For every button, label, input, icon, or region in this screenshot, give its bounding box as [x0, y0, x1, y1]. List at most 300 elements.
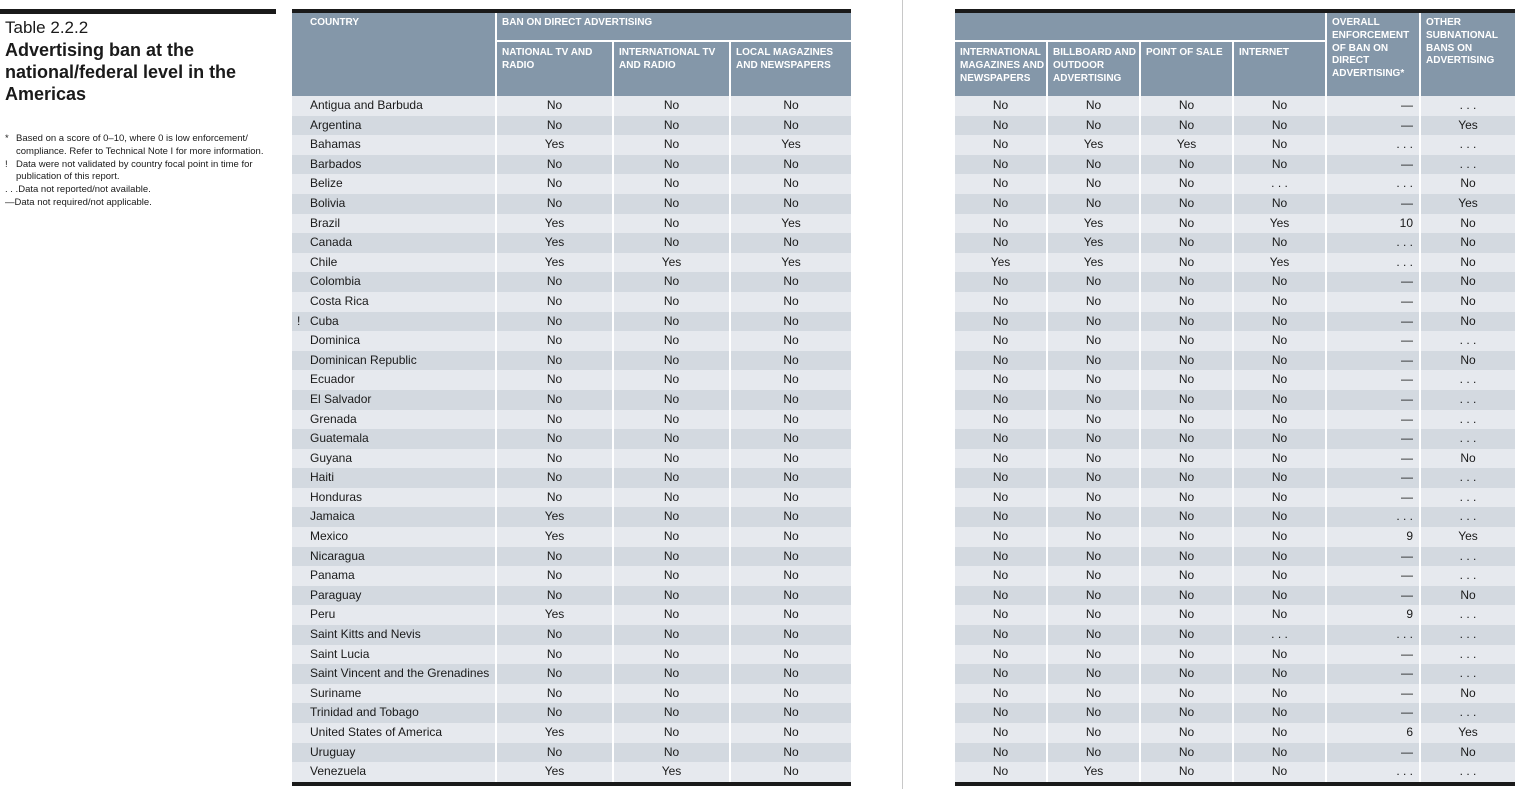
header-subnational-bans: OTHER SUBNATIONAL BANS ON ADVERTISING: [1426, 17, 1498, 67]
table-row: [955, 272, 1515, 292]
cell-national-tv: No: [546, 627, 563, 642]
cell-enforcement: —: [1401, 744, 1413, 759]
cell-country: Antigua and Barbuda: [310, 98, 423, 112]
footnotes: [5, 133, 270, 210]
cell-international-magazines: No: [992, 156, 1009, 171]
page-divider: [902, 0, 903, 789]
table-title: Advertising ban at the national/federal level in the Americas: [5, 40, 237, 104]
footnote-asterisk: [5, 133, 270, 159]
table-row: [955, 449, 1515, 469]
cell-country: Chile: [310, 254, 338, 269]
cell-internet: No: [1271, 725, 1288, 739]
cell-local-magazines: Yes: [781, 137, 801, 152]
table-row: [955, 390, 1515, 410]
table-row: [292, 155, 851, 175]
cell-point-of-sale: No: [1178, 607, 1195, 622]
cell-subnational: Yes: [1458, 117, 1478, 132]
cell-billboard: Yes: [1083, 764, 1104, 779]
cell-international-tv: No: [663, 98, 680, 112]
footnote-text: Data were not validated by country focal point in time for publication of this report.: [16, 158, 253, 183]
footnote-dash: [5, 197, 270, 210]
footnote-text: Data not required/not applicable.: [14, 196, 152, 208]
cell-national-tv: No: [546, 489, 563, 504]
table-header: [292, 13, 851, 96]
cell-point-of-sale: No: [1178, 685, 1195, 700]
table-row: [292, 664, 851, 684]
cell-country: Haiti: [310, 470, 335, 485]
cell-international-tv: No: [663, 725, 680, 739]
cell-point-of-sale: No: [1178, 117, 1195, 132]
header-international-magazines: INTERNATIONAL MAGAZINES AND NEWSPAPERS: [960, 47, 1045, 84]
table-row: [292, 527, 851, 547]
cell-point-of-sale: No: [1178, 587, 1195, 602]
cell-subnational: . . .: [1459, 156, 1477, 171]
cell-local-magazines: No: [783, 470, 799, 485]
cell-internet: No: [1271, 137, 1288, 152]
cell-national-tv: No: [546, 195, 563, 210]
cell-internet: Yes: [1269, 215, 1290, 230]
cell-international-magazines: No: [992, 548, 1009, 563]
cell-subnational: No: [1460, 235, 1476, 250]
cell-subnational: . . .: [1459, 489, 1477, 504]
cell-internet: No: [1271, 195, 1288, 210]
cell-national-tv: Yes: [544, 235, 565, 250]
cell-international-magazines: No: [992, 137, 1009, 152]
cell-internet: No: [1271, 411, 1288, 426]
cell-billboard: No: [1085, 195, 1102, 210]
cell-national-tv: No: [546, 744, 563, 759]
table-header: [955, 13, 1515, 96]
cell-country: Brazil: [310, 215, 341, 230]
cell-country: Saint Vincent and the Grenadines: [310, 666, 490, 681]
cell-local-magazines: No: [783, 117, 799, 132]
cell-country: Honduras: [310, 489, 363, 504]
cell-national-tv: No: [546, 391, 563, 406]
footnote-symbol: . . .: [5, 184, 19, 196]
cell-national-tv: No: [546, 274, 563, 289]
table-row: [292, 410, 851, 430]
cell-point-of-sale: No: [1178, 705, 1195, 720]
cell-enforcement: —: [1401, 372, 1413, 387]
cell-point-of-sale: No: [1178, 470, 1195, 485]
table-row: [955, 605, 1515, 625]
cell-point-of-sale: No: [1178, 176, 1195, 191]
cell-international-tv: No: [663, 411, 680, 426]
header-separator: [1232, 40, 1234, 96]
table-row: [292, 331, 851, 351]
cell-billboard: No: [1085, 274, 1102, 289]
table-row: [292, 547, 851, 567]
right-table-body: [955, 96, 1515, 782]
table-row: [955, 566, 1515, 586]
cell-country: Mexico: [310, 529, 349, 544]
cell-billboard: No: [1085, 293, 1102, 308]
cell-point-of-sale: No: [1178, 764, 1195, 779]
cell-subnational: . . .: [1459, 568, 1477, 583]
cell-point-of-sale: No: [1178, 372, 1195, 387]
table-row: [292, 488, 851, 508]
header-local-magazines: LOCAL MAGAZINES AND NEWSPAPERS: [736, 47, 834, 71]
cell-billboard: No: [1085, 509, 1102, 524]
cell-enforcement: —: [1401, 548, 1413, 563]
cell-point-of-sale: Yes: [1176, 137, 1197, 152]
cell-international-magazines: No: [992, 274, 1009, 289]
cell-billboard: No: [1085, 685, 1102, 700]
cell-enforcement: —: [1401, 156, 1413, 171]
table-row: [955, 351, 1515, 371]
cell-country: Bolivia: [310, 195, 346, 210]
cell-international-magazines: No: [992, 313, 1009, 328]
table-row: [292, 625, 851, 645]
cell-point-of-sale: No: [1178, 450, 1195, 465]
cell-subnational: . . .: [1459, 98, 1477, 112]
cell-international-magazines: No: [992, 744, 1009, 759]
cell-subnational: Yes: [1458, 529, 1478, 544]
cell-subnational: . . .: [1459, 627, 1477, 642]
cell-national-tv: No: [546, 450, 563, 465]
table-row: [292, 762, 851, 782]
table-row: [955, 331, 1515, 351]
cell-international-magazines: No: [992, 293, 1009, 308]
cell-subnational: . . .: [1459, 372, 1477, 387]
cell-subnational: No: [1460, 587, 1476, 602]
table-row: [955, 135, 1515, 155]
cell-country: Argentina: [310, 117, 362, 132]
cell-enforcement: . . .: [1396, 137, 1413, 152]
cell-international-tv: No: [663, 627, 680, 642]
table-row: [292, 645, 851, 665]
cell-international-tv: No: [663, 450, 680, 465]
cell-international-magazines: No: [992, 333, 1009, 348]
header-separator: [495, 13, 497, 96]
cell-enforcement: —: [1401, 646, 1413, 661]
table-row: [955, 664, 1515, 684]
cell-local-magazines: No: [783, 333, 799, 348]
cell-internet: No: [1271, 235, 1288, 250]
cell-national-tv: Yes: [544, 725, 565, 739]
cell-enforcement: 6: [1406, 725, 1413, 739]
cell-billboard: No: [1085, 156, 1102, 171]
cell-national-tv: Yes: [544, 254, 565, 269]
header-overall-enforcement: OVERALL ENFORCEMENT OF BAN ON DIRECT ADVERTISING*: [1332, 17, 1410, 80]
cell-international-tv: No: [663, 685, 680, 700]
cell-international-magazines: No: [992, 646, 1009, 661]
cell-subnational: . . .: [1459, 509, 1477, 524]
cell-international-magazines: Yes: [990, 254, 1011, 269]
cell-point-of-sale: No: [1178, 156, 1195, 171]
cell-point-of-sale: No: [1178, 411, 1195, 426]
table-row: [292, 116, 851, 136]
table-row: [292, 214, 851, 234]
cell-point-of-sale: No: [1178, 509, 1195, 524]
cell-internet: No: [1271, 352, 1288, 367]
cell-local-magazines: No: [783, 352, 799, 367]
cell-country: Belize: [310, 176, 343, 191]
cell-enforcement: —: [1401, 587, 1413, 602]
table-row: [292, 351, 851, 371]
cell-international-magazines: No: [992, 509, 1009, 524]
cell-local-magazines: No: [783, 313, 799, 328]
cell-enforcement: —: [1401, 666, 1413, 681]
cell-internet: No: [1271, 587, 1288, 602]
cell-country: Canada: [310, 235, 353, 250]
table-row: [292, 390, 851, 410]
cell-international-tv: No: [663, 372, 680, 387]
cell-international-magazines: No: [992, 666, 1009, 681]
cell-international-tv: No: [663, 352, 680, 367]
cell-international-tv: No: [663, 646, 680, 661]
cell-international-tv: No: [663, 137, 680, 152]
cell-internet: No: [1271, 529, 1288, 544]
table-row: [955, 214, 1515, 234]
cell-billboard: No: [1085, 646, 1102, 661]
cell-international-tv: No: [663, 176, 680, 191]
cell-point-of-sale: No: [1178, 274, 1195, 289]
table-row: [292, 292, 851, 312]
cell-national-tv: Yes: [544, 607, 565, 622]
header-point-of-sale: POINT OF SALE: [1146, 47, 1223, 58]
table-row: [292, 586, 851, 606]
table-row: [955, 312, 1515, 332]
cell-international-magazines: No: [992, 352, 1009, 367]
cell-local-magazines: No: [783, 372, 799, 387]
table-row: [955, 684, 1515, 704]
cell-international-tv: No: [663, 235, 680, 250]
table-row: [955, 488, 1515, 508]
cell-international-tv: No: [663, 215, 680, 230]
cell-international-magazines: No: [992, 470, 1009, 485]
cell-country: Bahamas: [310, 137, 361, 152]
cell-billboard: No: [1085, 411, 1102, 426]
cell-point-of-sale: No: [1178, 391, 1195, 406]
cell-country: Nicaragua: [310, 548, 365, 563]
cell-enforcement: —: [1401, 431, 1413, 446]
cell-point-of-sale: No: [1178, 293, 1195, 308]
cell-point-of-sale: No: [1178, 235, 1195, 250]
table-row: [955, 762, 1515, 782]
cell-internet: No: [1271, 313, 1288, 328]
cell-international-magazines: No: [992, 235, 1009, 250]
table-row: [955, 429, 1515, 449]
cell-country: Peru: [310, 607, 336, 622]
cell-billboard: No: [1085, 431, 1102, 446]
cell-billboard: No: [1085, 607, 1102, 622]
cell-billboard: Yes: [1083, 215, 1104, 230]
cell-enforcement: . . .: [1396, 509, 1413, 524]
cell-billboard: No: [1085, 470, 1102, 485]
cell-internet: No: [1271, 705, 1288, 720]
cell-international-magazines: No: [992, 607, 1009, 622]
cell-enforcement: . . .: [1396, 254, 1413, 269]
cell-national-tv: No: [546, 333, 563, 348]
cell-internet: . . .: [1271, 627, 1288, 642]
cell-local-magazines: No: [783, 568, 799, 583]
cell-subnational: Yes: [1458, 725, 1478, 739]
cell-point-of-sale: No: [1178, 254, 1195, 269]
header-separator: [1325, 13, 1327, 96]
cell-country: Paraguay: [310, 587, 362, 602]
table-row: [292, 723, 851, 743]
cell-international-tv: No: [663, 431, 680, 446]
cell-country: United States of America: [310, 725, 443, 739]
cell-billboard: No: [1085, 450, 1102, 465]
cell-billboard: No: [1085, 391, 1102, 406]
cell-billboard: No: [1085, 666, 1102, 681]
cell-international-magazines: No: [992, 764, 1009, 779]
header-internet: INTERNET: [1239, 47, 1289, 58]
cell-international-tv: No: [663, 607, 680, 622]
table-row: [292, 253, 851, 273]
header-separator: [1139, 40, 1141, 96]
cell-international-tv: No: [663, 587, 680, 602]
cell-internet: No: [1271, 489, 1288, 504]
cell-international-tv: No: [663, 705, 680, 720]
cell-country: Uruguay: [310, 744, 356, 759]
cell-billboard: No: [1085, 313, 1102, 328]
cell-billboard: Yes: [1083, 235, 1104, 250]
table-row: [292, 174, 851, 194]
cell-subnational: . . .: [1459, 431, 1477, 446]
cell-international-magazines: No: [992, 568, 1009, 583]
cell-point-of-sale: No: [1178, 333, 1195, 348]
cell-enforcement: —: [1401, 391, 1413, 406]
cell-local-magazines: No: [783, 293, 799, 308]
cell-billboard: No: [1085, 98, 1102, 112]
table-row: [292, 312, 851, 332]
cell-local-magazines: No: [783, 529, 799, 544]
cell-local-magazines: No: [783, 489, 799, 504]
cell-local-magazines: No: [783, 725, 799, 739]
cell-subnational: No: [1460, 215, 1476, 230]
cell-local-magazines: No: [783, 411, 799, 426]
cell-international-magazines: No: [992, 411, 1009, 426]
cell-enforcement: —: [1401, 450, 1413, 465]
header-separator: [612, 40, 614, 96]
cell-international-tv: No: [663, 666, 680, 681]
cell-national-tv: No: [546, 587, 563, 602]
cell-billboard: No: [1085, 117, 1102, 132]
table-row: [292, 703, 851, 723]
cell-country: Saint Kitts and Nevis: [310, 627, 421, 642]
cell-internet: Yes: [1269, 254, 1290, 269]
cell-subnational: No: [1460, 293, 1476, 308]
cell-enforcement: . . .: [1396, 627, 1413, 642]
cell-local-magazines: No: [783, 450, 799, 465]
header-country: COUNTRY: [310, 17, 360, 28]
cell-billboard: No: [1085, 587, 1102, 602]
cell-country: Saint Lucia: [310, 646, 370, 661]
cell-subnational: No: [1460, 254, 1476, 269]
table-row: [292, 194, 851, 214]
cell-local-magazines: Yes: [781, 215, 801, 230]
cell-country: Barbados: [310, 156, 362, 171]
footnote-text: Based on a score of 0–10, where 0 is low enforcement/ compliance. Refer to Technical Note I for more information.: [16, 133, 264, 157]
cell-billboard: No: [1085, 568, 1102, 583]
cell-point-of-sale: No: [1178, 489, 1195, 504]
cell-local-magazines: No: [783, 705, 799, 720]
cell-internet: No: [1271, 98, 1288, 112]
cell-international-magazines: No: [992, 705, 1009, 720]
table-row: [292, 743, 851, 763]
cell-subnational: . . .: [1459, 391, 1477, 406]
cell-point-of-sale: No: [1178, 627, 1195, 642]
cell-internet: No: [1271, 764, 1288, 779]
cell-enforcement: —: [1401, 293, 1413, 308]
cell-subnational: . . .: [1459, 764, 1477, 779]
cell-subnational: No: [1460, 685, 1476, 700]
table-label: Table 2.2.2: [5, 18, 89, 37]
header-national-tv: NATIONAL TV AND RADIO: [502, 47, 593, 71]
cell-enforcement: —: [1401, 470, 1413, 485]
footnote-symbol: *: [5, 133, 9, 144]
cell-local-magazines: No: [783, 607, 799, 622]
cell-billboard: No: [1085, 352, 1102, 367]
cell-internet: No: [1271, 607, 1288, 622]
cell-internet: No: [1271, 470, 1288, 485]
cell-national-tv: Yes: [544, 764, 565, 779]
cell-international-tv: No: [663, 333, 680, 348]
cell-country: Panama: [310, 568, 355, 583]
table-row: [955, 527, 1515, 547]
cell-enforcement: 9: [1406, 529, 1413, 544]
table-row: [292, 233, 851, 253]
cell-subnational: . . .: [1459, 646, 1477, 661]
table-row: [955, 625, 1515, 645]
cell-local-magazines: No: [783, 431, 799, 446]
table-row: [292, 135, 851, 155]
header-billboard: BILLBOARD AND OUTDOOR ADVERTISING: [1053, 47, 1136, 84]
cell-country: Colombia: [310, 274, 361, 289]
cell-enforcement: —: [1401, 489, 1413, 504]
table-row: [292, 272, 851, 292]
cell-enforcement: —: [1401, 195, 1413, 210]
table-row: [955, 155, 1515, 175]
cell-subnational: . . .: [1459, 470, 1477, 485]
table-row: [955, 292, 1515, 312]
cell-country: Dominican Republic: [310, 352, 417, 367]
cell-country: Costa Rica: [310, 293, 369, 308]
cell-country: Venezuela: [310, 764, 367, 779]
table-row: [955, 410, 1515, 430]
cell-international-magazines: No: [992, 489, 1009, 504]
cell-local-magazines: No: [783, 235, 799, 250]
cell-point-of-sale: No: [1178, 352, 1195, 367]
cell-national-tv: No: [546, 685, 563, 700]
cell-country: Cuba: [310, 313, 339, 328]
cell-local-magazines: No: [783, 509, 799, 524]
cell-international-magazines: No: [992, 215, 1009, 230]
cell-internet: No: [1271, 333, 1288, 348]
cell-enforcement: —: [1401, 333, 1413, 348]
cell-subnational: . . .: [1459, 607, 1477, 622]
cell-local-magazines: No: [783, 98, 799, 112]
cell-national-tv: No: [546, 176, 563, 191]
table-row: [955, 194, 1515, 214]
cell-enforcement: —: [1401, 705, 1413, 720]
cell-enforcement: —: [1401, 685, 1413, 700]
cell-international-tv: No: [663, 156, 680, 171]
cell-subnational: . . .: [1459, 333, 1477, 348]
cell-country: Suriname: [310, 685, 362, 700]
cell-local-magazines: No: [783, 744, 799, 759]
cell-internet: No: [1271, 685, 1288, 700]
cell-international-tv: No: [663, 509, 680, 524]
cell-point-of-sale: No: [1178, 529, 1195, 544]
cell-point-of-sale: No: [1178, 431, 1195, 446]
cell-international-tv: No: [663, 568, 680, 583]
cell-national-tv: No: [546, 293, 563, 308]
cell-international-magazines: No: [992, 627, 1009, 642]
